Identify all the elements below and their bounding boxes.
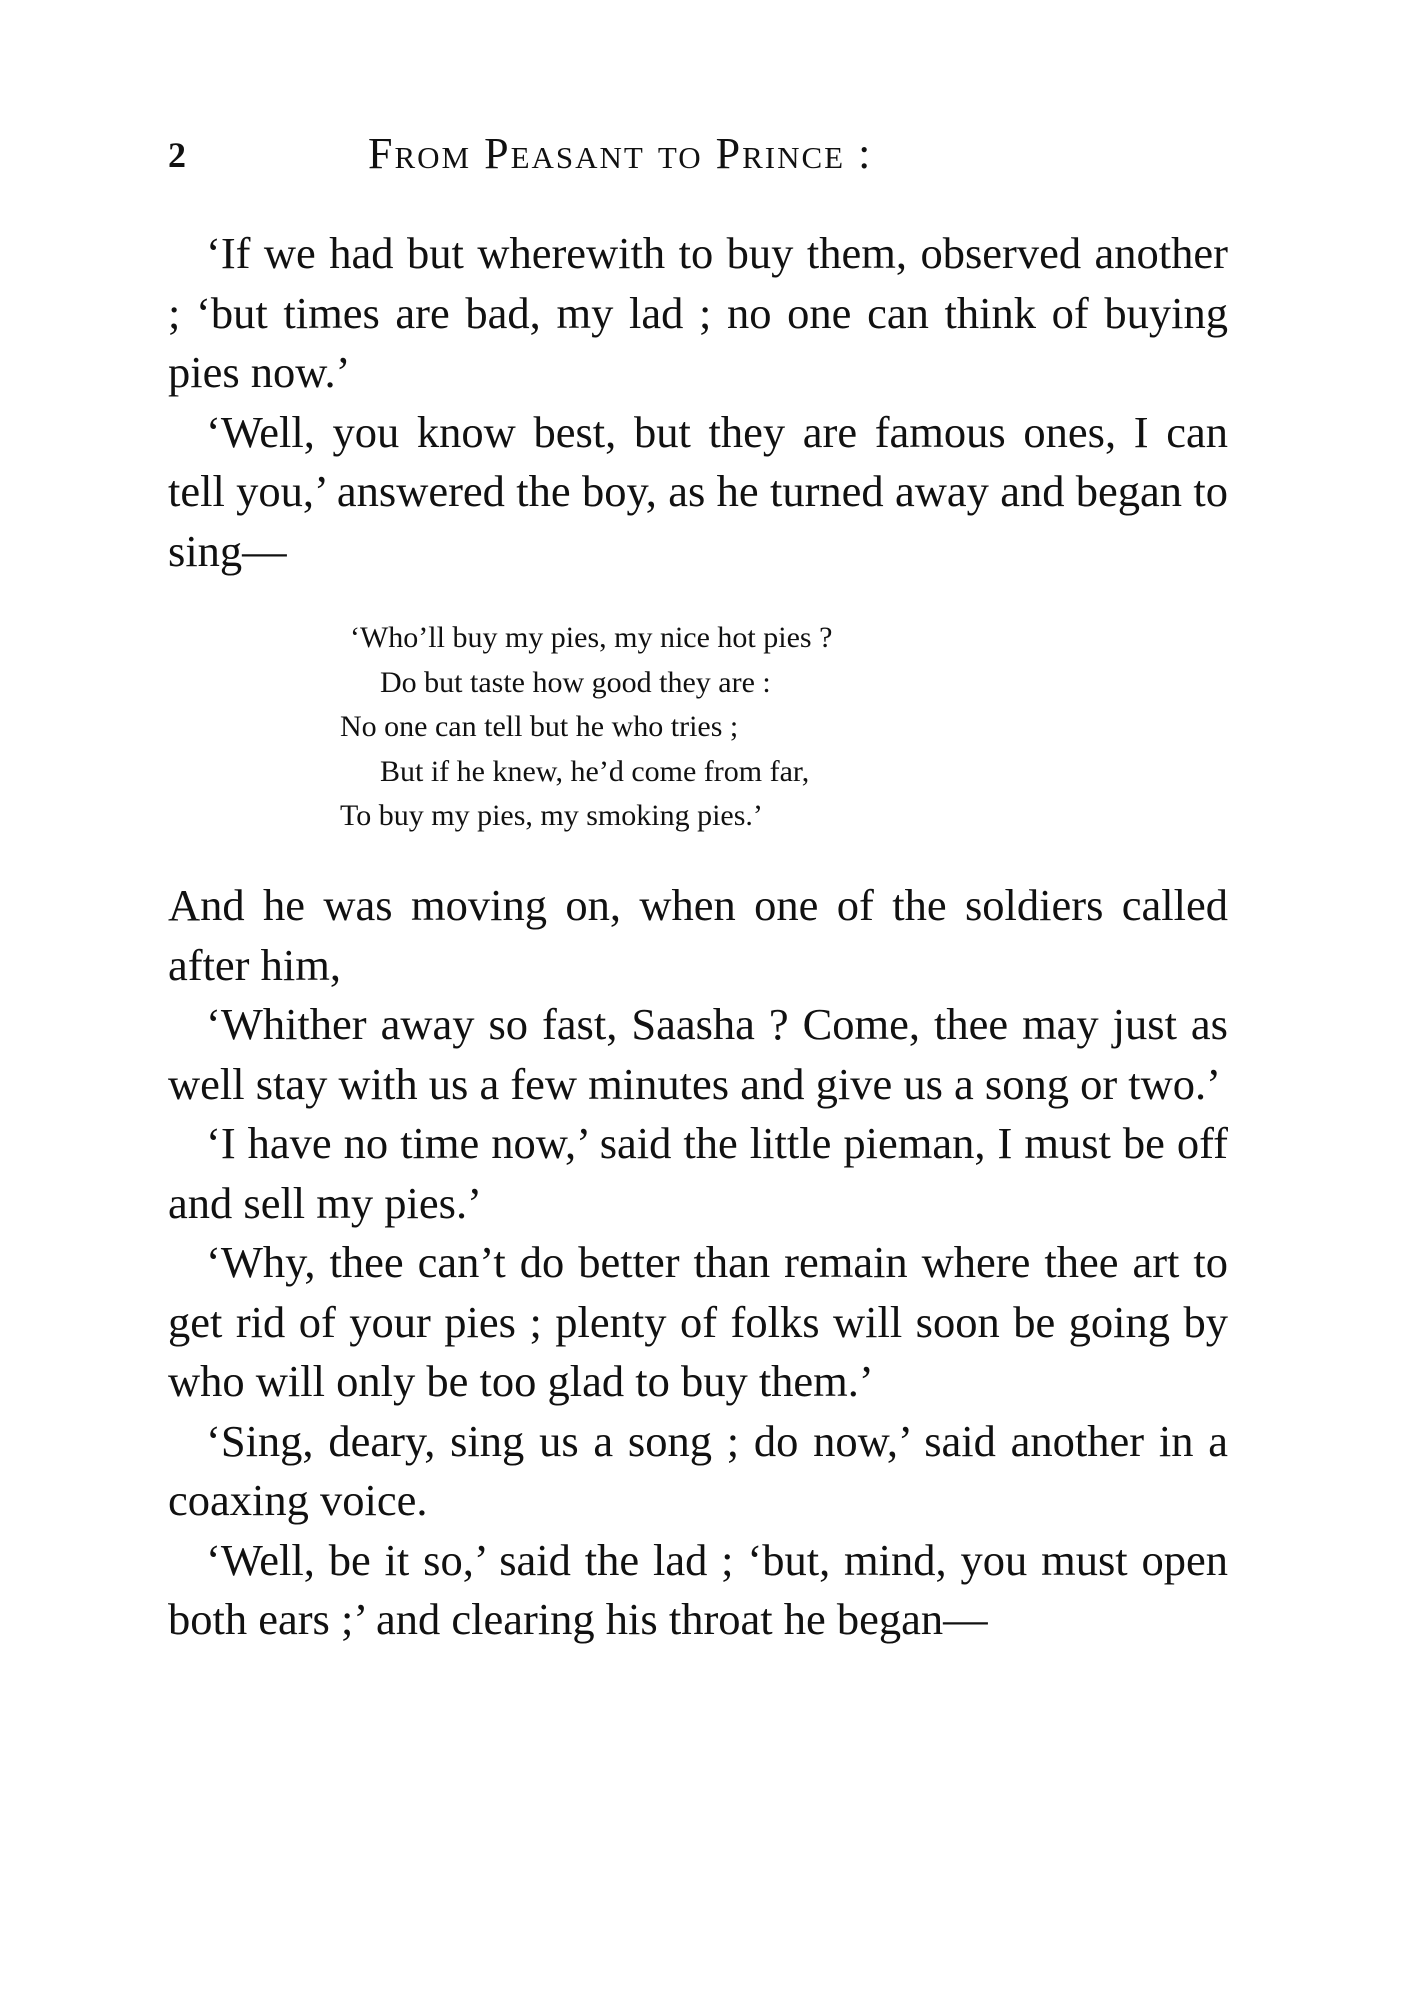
page-number: 2: [168, 135, 186, 175]
paragraph: ‘Sing, deary, sing us a song ; do now,’ said another in a coaxing voice.: [168, 1415, 1228, 1525]
verse-line: No one can tell but he who tries ;: [340, 710, 739, 743]
paragraph: ‘Well, you know best, but they are famous ones, I can tell you,’ answered the boy, as he turned away and began to sing—: [168, 406, 1228, 576]
song-verse: [340, 616, 832, 839]
verse-line: To buy my pies, my smoking pies.’: [340, 799, 763, 832]
running-title: From Peasant to Prince :: [368, 129, 873, 178]
prose-block-bottom: [168, 876, 1228, 1650]
paragraph: ‘I have no time now,’ said the little pieman, I must be off and sell my pies.’: [168, 1118, 1228, 1228]
verse-line: ‘Who’ll buy my pies, my nice hot pies ?: [350, 621, 833, 654]
verse-line: But if he knew, he’d come from far,: [380, 754, 810, 788]
verse-line: Do but taste how good they are :: [380, 665, 771, 699]
page-header: [168, 128, 1238, 188]
paragraph: ‘Well, be it so,’ said the lad ; ‘but, mind, you must open both ears ;’ and clearing his throat he began—: [168, 1534, 1228, 1644]
paragraph: ‘If we had but wherewith to buy them, observed another ; ‘but times are bad, my lad ; no one can think of buying pies now.’: [168, 228, 1228, 397]
prose-block-top: [168, 224, 1228, 581]
paragraph: ‘Why, thee can’t do better than remain where thee art to get rid of your pies ; plenty of folks will soon be going by who will only be too glad to buy them.’: [168, 1237, 1228, 1406]
paragraph: And he was moving on, when one of the soldiers called after him,: [168, 880, 1228, 990]
paragraph: ‘Whither away so fast, Saasha ? Come, thee may just as well stay with us a few minutes and give us a song or two.’: [168, 999, 1228, 1109]
